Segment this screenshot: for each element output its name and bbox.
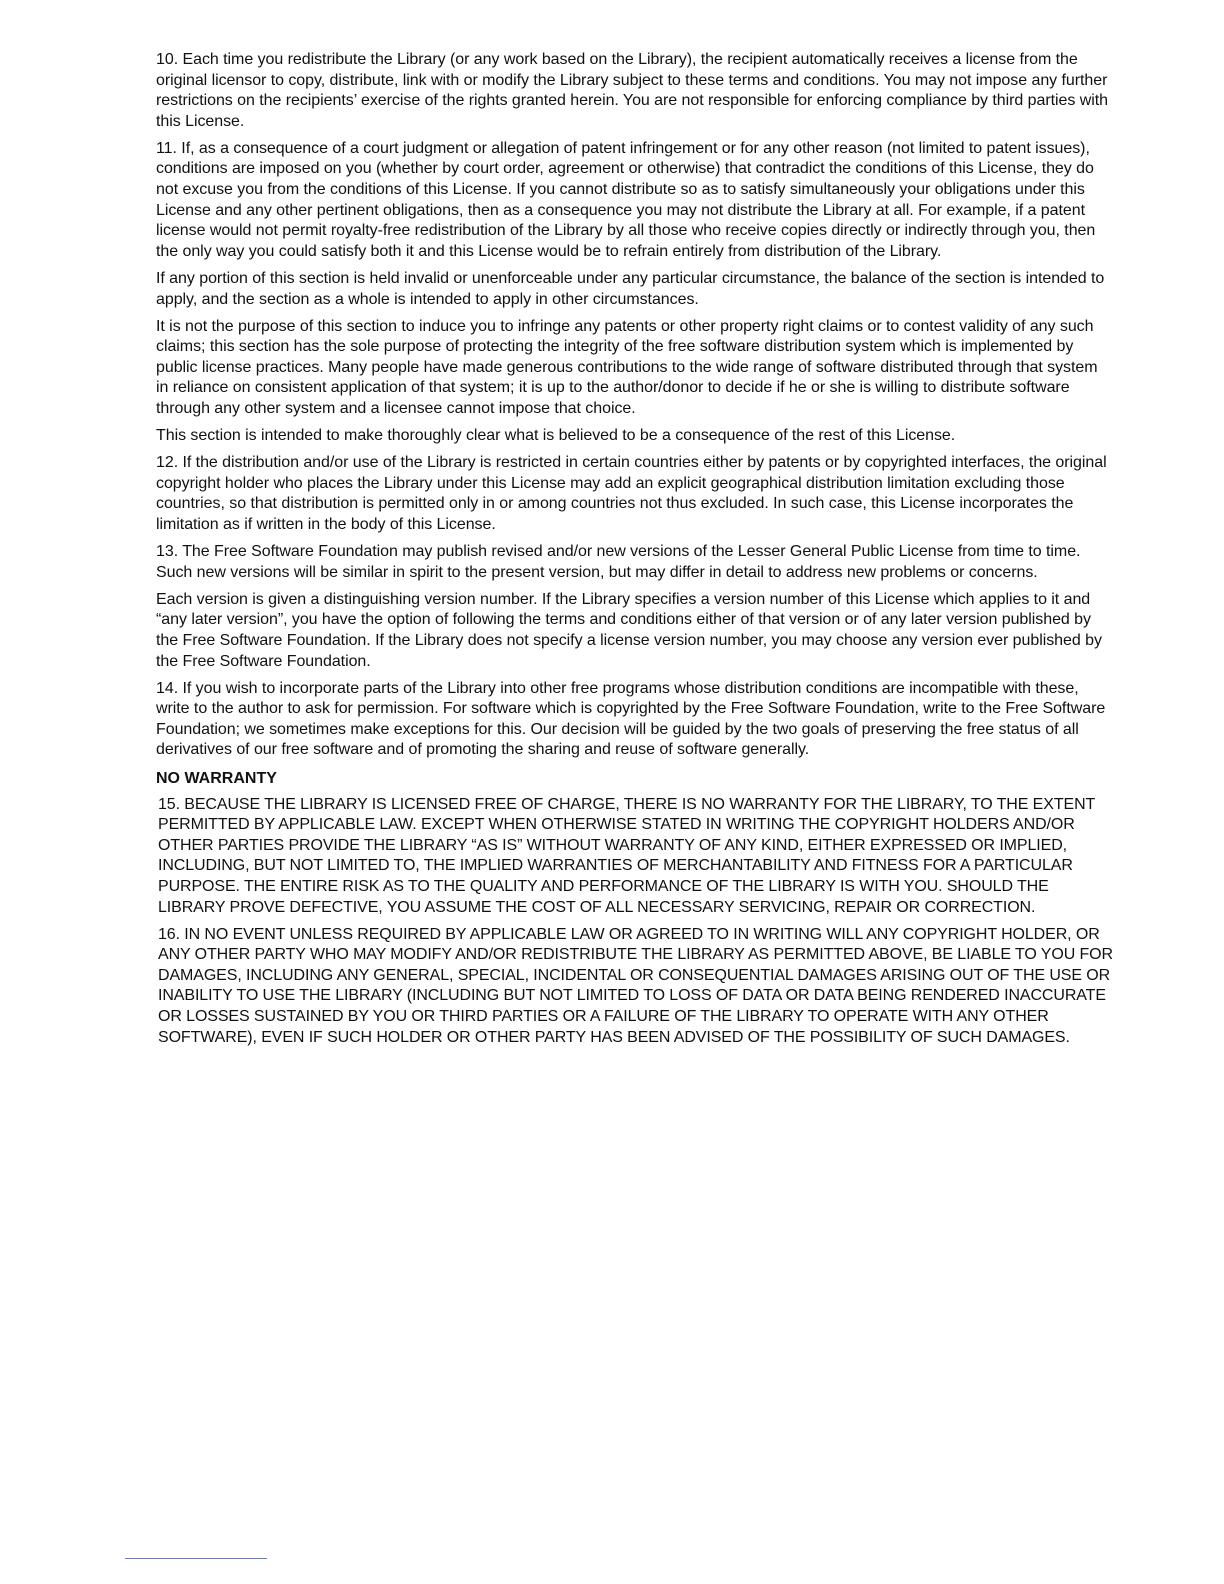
paragraph-section-13-version-number: Each version is given a distinguishing version number. If the Library specifies a version number of this License which applies to it and “any later version”, you have the option of following the terms and conditions either of that version or of any later version published by the Free Software Foundation. If the Library does not specify a license version number, you may choose any version ever published by the Free Software Foundation.: [156, 590, 1102, 670]
paragraph-section-13: 13. The Free Software Foundation may publish revised and/or new versions of the Lesser General Public License from time to time. Such new versions will be similar in spirit to the present version, but may differ in detail to address new problems or concerns.: [156, 543, 1081, 581]
paragraph-section-11: 11. If, as a consequence of a court judgment or allegation of patent infringement or for any other reason (not limited to patent issues), conditions are imposed on you (whether by court order, agreement or otherwise) that contradict the conditions of this License, they do not excuse you from the conditions of this License. If you cannot distribute so as to satisfy simultaneously your obligations under this License and any other pertinent obligations, then as a consequence you may not distribute the Library at all. For example, if a patent license would not permit royalty-free redistribution of the Library by all those who receive copies directly or indirectly through you, then the only way you could satisfy both it and this License would be to refrain entirely from distribution of the Library.: [156, 139, 1096, 260]
license-page: [156, 50, 1114, 1055]
paragraph-section-16: 16. IN NO EVENT UNLESS REQUIRED BY APPLICABLE LAW OR AGREED TO IN WRITING WILL ANY COPYRIGHT HOLDER, OR ANY OTHER PARTY WHO MAY MODIFY AND/OR REDISTRIBUTE THE LIBRARY AS PERMITTED ABOVE, BE LIABLE TO YOU FOR DAMAGES, INCLUDING ANY GENERAL, SPECIAL, INCIDENTAL OR CONSEQUENTIAL DAMAGES ARISING OUT OF THE USE OR INABILITY TO USE THE LIBRARY (INCLUDING BUT NOT LIMITED TO LOSS OF DATA OR DATA BEING RENDERED INACCURATE OR LOSSES SUSTAINED BY YOU OR THIRD PARTIES OR A FAILURE OF THE LIBRARY TO OPERATE WITH ANY OTHER SOFTWARE), EVEN IF SUCH HOLDER OR OTHER PARTY HAS BEEN ADVISED OF THE POSSIBILITY OF SUCH DAMAGES.: [158, 925, 1113, 1046]
paragraph-section-12: 12. If the distribution and/or use of the Library is restricted in certain countries either by patents or by copyrighted interfaces, the original copyright holder who places the Library under this License may add an explicit geographical distribution limitation excluding those countries, so that distribution is permitted only in or among countries not thus excluded. In such case, this License incorporates the limitation as if written in the body of this License.: [156, 454, 1107, 533]
paragraph-section-11-invalid-portion: If any portion of this section is held invalid or unenforceable under any particular circumstance, the balance of the section is intended to apply, and the section as a whole is intended to apply in other circumstances.: [156, 269, 1105, 308]
no-warranty-heading: NO WARRANTY: [156, 770, 277, 787]
paragraph-section-15: 15. BECAUSE THE LIBRARY IS LICENSED FREE OF CHARGE, THERE IS NO WARRANTY FOR THE LIBRARY, TO THE EXTENT PERMITTED BY APPLICABLE LAW. EXCEPT WHEN OTHERWISE STATED IN WRITING THE COPYRIGHT HOLDERS AND/OR OTHER PARTIES PROVIDE THE LIBRARY “AS IS” WITHOUT WARRANTY OF ANY KIND, EITHER EXPRESSED OR IMPLIED, INCLUDING, BUT NOT LIMITED TO, THE IMPLIED WARRANTIES OF MERCHANTABILITY AND FITNESS FOR A PARTICULAR PURPOSE. THE ENTIRE RISK AS TO THE QUALITY AND PERFORMANCE OF THE LIBRARY IS WITH YOU. SHOULD THE LIBRARY PROVE DEFECTIVE, YOU ASSUME THE COST OF ALL NECESSARY SERVICING, REPAIR OR CORRECTION.: [158, 795, 1095, 916]
footnote-divider: [125, 1558, 267, 1559]
paragraph-section-14: 14. If you wish to incorporate parts of the Library into other free programs whose distribution conditions are incompatible with these, write to the author to ask for permission. For software which is copyrighted by the Free Software Foundation, write to the Free Software Foundation; we sometimes make exceptions for this. Our decision will be guided by the two goals of preserving the free status of all derivatives of our free software and of promoting the sharing and reuse of software generally.: [156, 679, 1106, 759]
paragraph-section-11-clarification: This section is intended to make thoroughly clear what is believed to be a consequence of the rest of this License.: [156, 427, 956, 445]
paragraph-section-11-purpose: It is not the purpose of this section to induce you to infringe any patents or other property right claims or to contest validity of any such claims; this section has the sole purpose of protecting the integrity of the free software distribution system which is implemented by public license practices. Many people have made generous contributions to the wide range of software distributed through that system in reliance on consistent application of that system; it is up to the author/donor to decide if he or she is willing to distribute software through any other system and a licensee cannot impose that choice.: [156, 317, 1098, 417]
paragraph-section-10: 10. Each time you redistribute the Library (or any work based on the Library), the recipient automatically receives a license from the original licensor to copy, distribute, link with or modify the Library subject to these terms and conditions. You may not impose any further restrictions on the recipients’ exercise of the rights granted herein. You are not responsible for enforcing compliance by third parties with this License.: [156, 51, 1108, 130]
